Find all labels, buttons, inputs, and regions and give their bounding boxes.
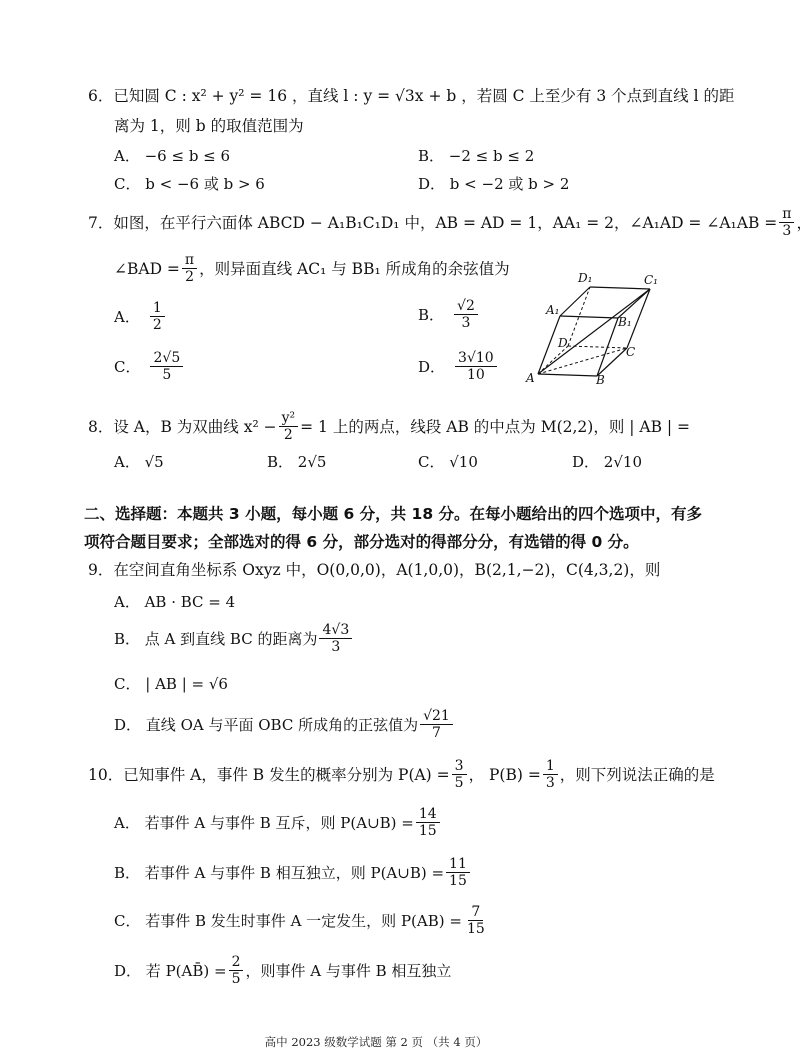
hidden-edge-d-c bbox=[568, 346, 627, 348]
q7-stem-end: ， bbox=[796, 213, 812, 232]
q9-stem: 9．在空间直角坐标系 Oxyz 中，O(0,0,0)，A(1,0,0)，B(2,1,−2)，C(4,3,2)，则 bbox=[88, 561, 661, 579]
option-fraction bbox=[420, 708, 453, 741]
option-fraction bbox=[150, 300, 165, 333]
fraction-denominator: 3 bbox=[545, 775, 555, 791]
hidden-edge-a-d bbox=[538, 346, 568, 374]
q8-option-c: C． √10 bbox=[418, 453, 478, 471]
q6-option-c: C． b < −6 或 b > 6 bbox=[114, 175, 265, 193]
option-text: D． 直线 OA 与平面 OBC 所成角的正弦值为 bbox=[114, 715, 419, 734]
fraction-denominator: 5 bbox=[454, 775, 464, 791]
option-fraction bbox=[464, 904, 488, 937]
fraction-numerator: π bbox=[182, 252, 197, 269]
q9-option-a: A． AB · BC = 4 bbox=[114, 593, 236, 611]
q8-stem bbox=[88, 410, 690, 443]
label-b: B bbox=[596, 373, 605, 387]
option-fraction bbox=[454, 298, 478, 331]
edge-a1-b1 bbox=[560, 316, 618, 318]
fraction-numerator: 1 bbox=[150, 300, 165, 317]
q10-stem-text: 10．已知事件 A，事件 B 发生的概率分别为 P(A) = bbox=[88, 765, 450, 784]
q8-option-a: A． √5 bbox=[114, 453, 164, 471]
option-label: D． bbox=[418, 357, 446, 376]
q7-option-d bbox=[418, 350, 499, 383]
edge-a1-d1 bbox=[560, 287, 590, 316]
q10-fraction-pb bbox=[543, 758, 558, 791]
fraction-numerator: y² bbox=[279, 410, 299, 427]
fraction-numerator: 14 bbox=[416, 806, 440, 823]
fraction-numerator: 2√5 bbox=[150, 350, 183, 367]
label-d1: D₁ bbox=[578, 271, 593, 285]
edge-a-b bbox=[538, 374, 597, 376]
q7-stem-question: ，则异面直线 AC₁ 与 BB₁ 所成角的余弦值为 bbox=[199, 259, 510, 278]
fraction-denominator: 5 bbox=[162, 367, 172, 383]
fraction-numerator: √21 bbox=[420, 708, 453, 725]
q10-stem bbox=[88, 758, 715, 791]
fraction-denominator: 3 bbox=[461, 315, 471, 331]
q6-option-a: A． −6 ≤ b ≤ 6 bbox=[114, 147, 231, 165]
fraction-denominator: 15 bbox=[449, 873, 467, 889]
q8-option-d: D． 2√10 bbox=[572, 453, 642, 471]
fraction-numerator: √2 bbox=[454, 298, 478, 315]
fraction-numerator: 11 bbox=[446, 856, 470, 873]
option-text-end: ，则事件 A 与事件 B 相互独立 bbox=[245, 961, 452, 980]
q8-option-b: B． 2√5 bbox=[267, 453, 327, 471]
fraction-denominator: 5 bbox=[231, 971, 241, 987]
label-c: C bbox=[626, 345, 636, 359]
q10-option-a bbox=[114, 806, 442, 839]
option-text: B． 若事件 A 与事件 B 相互独立，则 P(A∪B) = bbox=[114, 863, 445, 882]
option-text: C． 若事件 B 发生时事件 A 一定发生，则 P(AB) = bbox=[114, 911, 462, 930]
fraction-denominator: 2 bbox=[152, 317, 162, 333]
q6-stem-line1: 6．已知圆 C : x² + y² = 16 ，直线 l : y = √3x + b ，若圆 C 上至少有 3 个点到直线 l 的距 bbox=[88, 87, 735, 105]
q7-option-c bbox=[114, 350, 185, 383]
label-c1: C₁ bbox=[644, 273, 658, 287]
option-text: B． 点 A 到直线 BC 的距离为 bbox=[114, 629, 318, 648]
option-label: A． bbox=[114, 307, 140, 326]
q10-fraction-pa bbox=[452, 758, 467, 791]
label-d: D bbox=[558, 336, 568, 350]
fraction-denominator: 2 bbox=[185, 269, 194, 285]
q7-stem-line1 bbox=[88, 206, 812, 239]
q6-option-b: B． −2 ≤ b ≤ 2 bbox=[418, 147, 535, 165]
fraction-numerator: π bbox=[779, 206, 794, 223]
q9-option-b bbox=[114, 622, 354, 655]
page-footer: 高中 2023 级数学试题 第 2 页 （共 4 页） bbox=[264, 1035, 488, 1049]
label-a: A bbox=[526, 371, 535, 385]
option-fraction bbox=[416, 806, 440, 839]
fraction-numerator: 3√10 bbox=[455, 350, 497, 367]
option-fraction bbox=[319, 622, 352, 655]
q10-option-c bbox=[114, 904, 490, 937]
option-text: A． 若事件 A 与事件 B 互斥，则 P(A∪B) = bbox=[114, 813, 414, 832]
option-text: D． 若 P(AB̄) = bbox=[114, 961, 227, 980]
edge-d1-c1 bbox=[590, 287, 650, 289]
label-b1: B₁ bbox=[618, 315, 632, 329]
fraction-denominator: 15 bbox=[418, 823, 437, 839]
fraction-denominator: 10 bbox=[466, 367, 485, 383]
section2-heading-line2: 项符合题目要求；全部选对的得 6 分，部分选对的得部分分，有选错的得 0 分。 bbox=[84, 533, 639, 551]
option-fraction bbox=[455, 350, 497, 383]
option-fraction bbox=[150, 350, 183, 383]
q8-stem-text: 8．设 A，B 为双曲线 x² − bbox=[88, 417, 277, 436]
q7-option-b bbox=[418, 298, 480, 331]
q7-stem-text: 7．如图，在平行六面体 ABCD − A₁B₁C₁D₁ 中，AB = AD = 1，AA₁ = 2，∠A₁AD = ∠A₁AB = bbox=[88, 213, 778, 232]
q10-option-b bbox=[114, 856, 472, 889]
q10-option-d bbox=[114, 954, 451, 987]
fraction-denominator: 3 bbox=[782, 223, 792, 239]
section2-heading-line1: 二、选择题：本题共 3 小题，每小题 6 分，共 18 分。在每小题给出的四个选项中，有多 bbox=[84, 505, 703, 523]
fraction-numerator: 4√3 bbox=[319, 622, 352, 639]
q9-option-d bbox=[114, 708, 455, 741]
q10-stem-pb: ， P(B) = bbox=[468, 765, 541, 784]
option-label: C． bbox=[114, 357, 141, 376]
q9-option-c: C． | AB | = √6 bbox=[114, 675, 228, 693]
q10-stem-question: ，则下列说法正确的是 bbox=[559, 765, 715, 784]
q8-fraction bbox=[279, 410, 299, 443]
q7-parallelepiped-figure bbox=[522, 266, 668, 388]
option-fraction bbox=[446, 856, 470, 889]
q7-stem-fraction-pi-2 bbox=[182, 252, 197, 285]
fraction-numerator: 7 bbox=[468, 904, 483, 921]
q7-angle-bad: ∠BAD = bbox=[114, 259, 180, 278]
fraction-numerator: 1 bbox=[543, 758, 558, 775]
option-fraction bbox=[229, 954, 244, 987]
q7-stem-line2 bbox=[114, 252, 510, 285]
fraction-denominator: 7 bbox=[431, 725, 441, 741]
fraction-numerator: 3 bbox=[452, 758, 467, 775]
q8-stem-question: = 1 上的两点，线段 AB 的中点为 M(2,2)，则 | AB | = bbox=[300, 417, 691, 436]
fraction-numerator: 2 bbox=[229, 954, 244, 971]
q7-option-a bbox=[114, 300, 167, 333]
q6-option-d: D． b < −2 或 b > 2 bbox=[418, 175, 570, 193]
fraction-denominator: 15 bbox=[466, 921, 485, 937]
fraction-denominator: 3 bbox=[331, 639, 341, 655]
label-a1: A₁ bbox=[546, 303, 560, 317]
option-label: B． bbox=[418, 305, 445, 324]
q6-stem-line2: 离为 1，则 b 的取值范围为 bbox=[114, 117, 304, 135]
q7-stem-fraction-pi-3 bbox=[779, 206, 794, 239]
fraction-denominator: 2 bbox=[283, 427, 293, 443]
